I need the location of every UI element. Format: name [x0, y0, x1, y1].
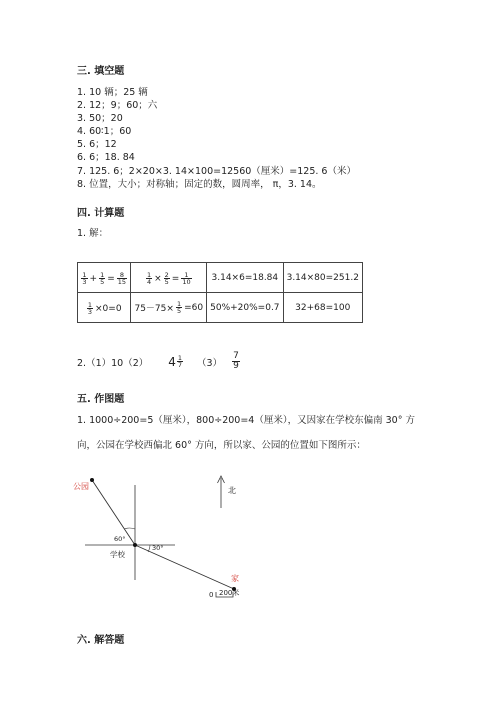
angle-60-label: 60°	[114, 535, 126, 543]
table-cell: 3.14×80=251.2	[283, 263, 362, 293]
calc-question-2	[77, 352, 240, 371]
table-cell: 32+68=100	[283, 293, 362, 323]
position-diagram	[70, 470, 270, 605]
section-title-word-problems: 六. 解答题	[77, 635, 125, 646]
scale-length: 200米	[219, 589, 240, 597]
north-label: 北	[228, 486, 236, 495]
park-label: 公园	[73, 482, 89, 491]
park-point	[90, 478, 94, 482]
table-cell: 50%+20%=0.7	[207, 293, 283, 323]
angle-30-label: 30°	[152, 544, 164, 552]
table-cell: $\frac{1}{4}$ × $\frac{2}{5}$ = $\frac{1}{10}$	[131, 263, 207, 293]
table-cell: $\frac{1}{3}$ ×0=0	[78, 293, 131, 323]
home-label: 家	[231, 574, 239, 583]
answer-fraction: $\frac{7}{9}$	[233, 351, 239, 371]
table-row	[78, 263, 363, 293]
drawing-text-line: 向，公园在学校西偏北 60° 方向，所以家、公园的位置如下图所示：	[77, 440, 366, 451]
answer-line: 5. 6；12	[77, 139, 117, 151]
mixed-number-whole: 4	[168, 354, 176, 369]
table-cell: $\frac{1}{3}$ + $\frac{1}{5}$ = $\frac{8}{15}$	[78, 263, 131, 293]
school-label: 学校	[110, 550, 125, 559]
answer-line: 7. 125. 6；2×20×3. 14×100=12560（厘米）=125. 6（米）	[77, 165, 356, 177]
mixed-number-fraction: $\frac{1}{7}$	[177, 353, 183, 369]
angle-arc-60	[124, 528, 135, 529]
answer-line: 8. 位置，大小；对称轴；固定的数，圆周率， π，3. 14。	[77, 178, 322, 190]
answer-line: 4. 60∶1；60	[77, 126, 132, 138]
q2-part1: 2.（1）10（2）	[77, 357, 149, 369]
answer-line: 6. 6；18. 84	[77, 152, 135, 164]
q2-part3: （3）	[197, 357, 223, 369]
school-point	[133, 543, 137, 547]
drawing-text-line: 1. 1000÷200=5（厘米），800÷200=4（厘米），又因家在学校东偏南 30° 方	[77, 415, 415, 426]
section-title-drawing: 五. 作图题	[77, 394, 125, 405]
calculation-table	[77, 262, 363, 323]
scale-zero: 0	[209, 591, 214, 599]
table-row	[78, 293, 363, 323]
section-title-calculation: 四. 计算题	[77, 208, 125, 219]
answer-line: 2. 12；9；60；六	[77, 100, 158, 112]
calc-subheading: 1. 解：	[77, 228, 109, 239]
table-cell: 3.14×6=18.84	[207, 263, 283, 293]
table-cell: 75－75× $\frac{1}{5}$ =60	[131, 293, 207, 323]
line-school-to-home	[135, 545, 234, 589]
section-title-fill-blank: 三. 填空题	[77, 66, 125, 77]
answer-line: 1. 10 辆；25 辆	[77, 87, 148, 98]
answer-list-fill-blank	[77, 88, 356, 193]
answer-line: 3. 50；20	[77, 113, 123, 125]
